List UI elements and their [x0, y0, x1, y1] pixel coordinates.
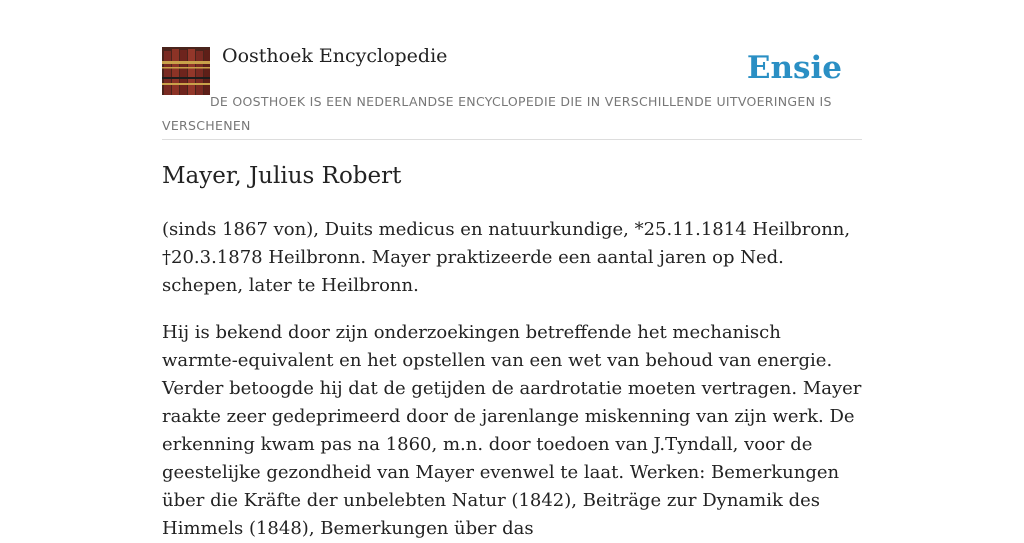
book-spines-icon: [162, 47, 210, 95]
site-tagline: DE OOSTHOEK IS EEN NEDERLANDSE ENCYCLOPEDIE DIE IN VERSCHILLENDE UITVOERINGEN IS VERSCHENEN: [162, 94, 832, 133]
article-paragraph: (sinds 1867 von), Duits medicus en natuurkundige, *25.11.1814 Heilbronn, †20.3.1878 Heilbronn. Mayer praktizeerde een aantal jaren op Ned. schepen, later te Heilbronn.: [162, 219, 851, 296]
site-title[interactable]: Oosthoek Encyclopedie: [222, 45, 448, 67]
avatar[interactable]: [162, 47, 210, 95]
article-title: Mayer, Julius Robert: [162, 163, 402, 189]
article-paragraph: Hij is bekend door zijn onderzoekingen betreffende het mechanisch warmte-equivalent en het opstellen van een wet van behoud van energie. Verder betoogde hij dat de getijden de aardrotatie moeten vertragen. Mayer raakte zeer gedeprimeerd door de jarenlange miskenning van zijn werk. De erkenning kwam pas na 1860, m.n. door toedoen van J.Tyndall, voor de geestelijke gezondheid van Mayer evenwel te laat. Werken: Bemerkungen über die Kräfte der unbelebten Natur (1842), Beiträge zur Dynamik des Himmels (1848), Bemerkungen über das: [162, 322, 862, 539]
header-divider: [162, 139, 862, 140]
brand-logo[interactable]: Ensie: [746, 50, 842, 86]
